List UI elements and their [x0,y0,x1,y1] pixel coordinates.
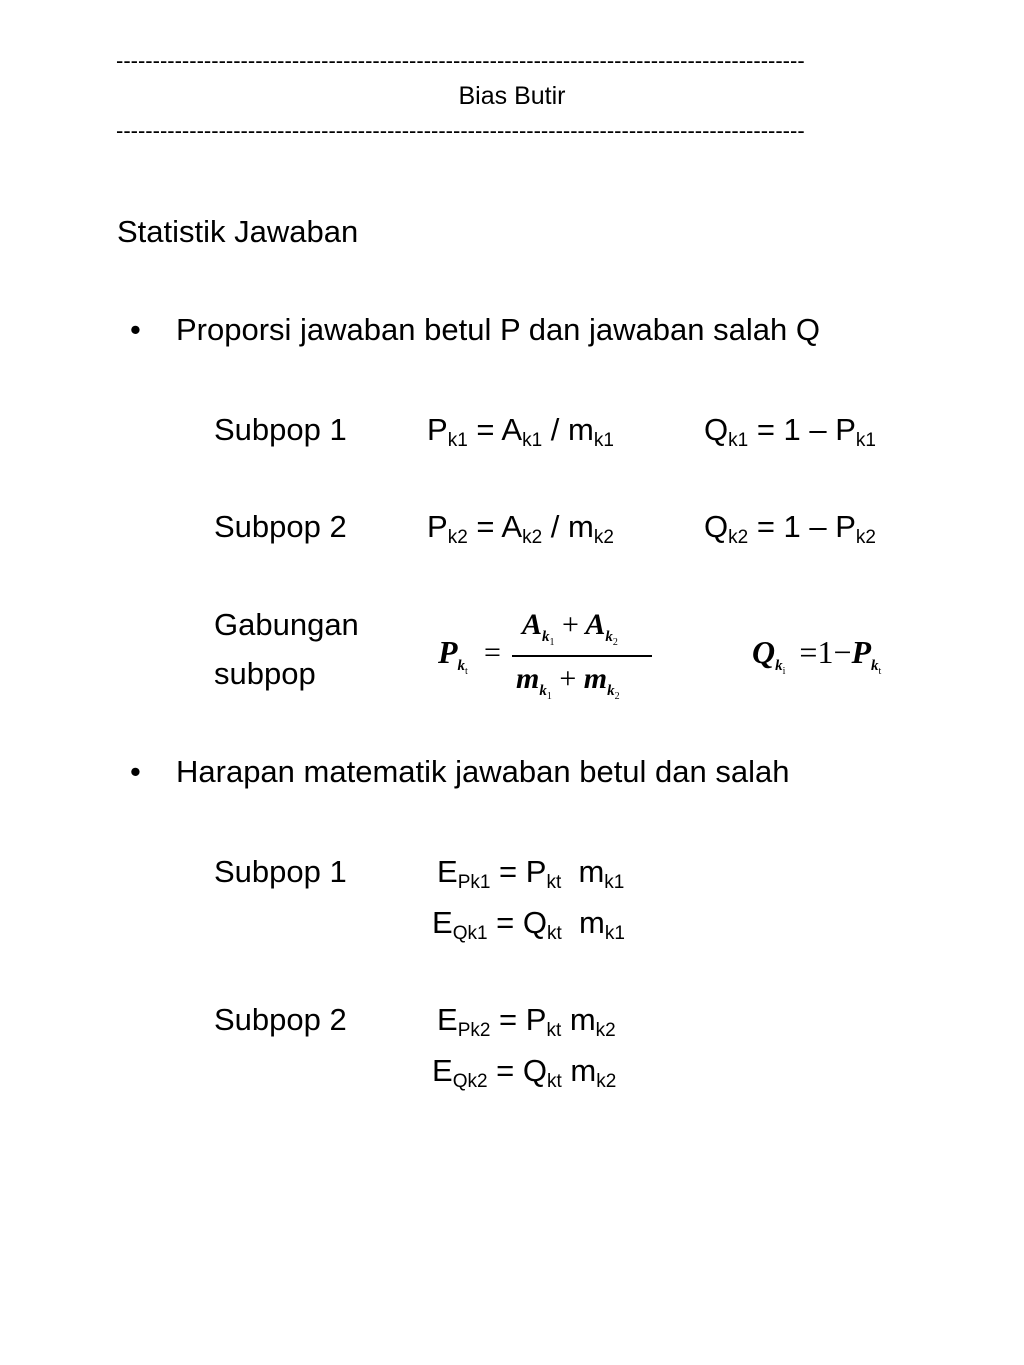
combined-p-numerator: $A_{k_1} + A_{k_2}$ [522,608,618,648]
fraction-bar [512,655,652,657]
bullet-text: Proporsi jawaban betul P dan jawaban salah Q [176,312,820,347]
exp-subpop2-ep-formula: $E_{Pk2} = P_{kt}$ $m_{k2}$ [437,1002,616,1041]
combined-label-line2: subpop [214,656,316,691]
bullet-proportion [130,312,820,348]
combined-p-lhs: $P_{k_t}$ [438,634,468,677]
exp-subpop1-ep-formula: $E_{Pk1} = P_{kt}$ $m_{k1}$ [437,854,625,893]
subpop1-p-formula: $P_{k1} = A_{k1} / m_{k1}$ [427,412,614,451]
header-bottom-divider: ---------------------------------------------------------------------------------------------- [116,118,805,143]
page-header-title: Bias Butir [458,82,566,110]
bullet-expectation [130,754,790,790]
bullet-marker: • [130,754,141,789]
subpop2-q-formula: $Q_{k2} = 1 - P_{k2}$ [704,509,876,548]
exp-subpop2-label: Subpop 2 [214,1002,347,1037]
subpop2-label: Subpop 2 [214,509,347,544]
exp-subpop1-eq-formula: $E_{Qk1} = Q_{kt}$ $m_{k1}$ [432,905,625,944]
combined-p-equals: = [484,636,501,669]
exp-subpop1-label: Subpop 1 [214,854,347,889]
subpop1-label: Subpop 1 [214,412,347,447]
bullet-text: Harapan matematik jawaban betul dan salah [176,754,790,789]
bullet-marker: • [130,312,141,347]
combined-label-line1: Gabungan [214,607,359,642]
subpop2-p-formula: $P_{k2} = A_{k2} / m_{k2}$ [427,509,614,548]
header-top-divider: ---------------------------------------------------------------------------------------------- [116,48,805,73]
combined-q-formula: $Q_{k_i} =1-P_{k_t}$ [752,634,882,677]
section-title: Statistik Jawaban [117,214,359,249]
subpop1-q-formula: $Q_{k1} = 1 - P_{k1}$ [704,412,876,451]
combined-p-denominator: $m_{k_1} + m_{k_2}$ [516,662,620,702]
exp-subpop2-eq-formula: $E_{Qk2} = Q_{kt}$ $m_{k2}$ [432,1053,617,1092]
